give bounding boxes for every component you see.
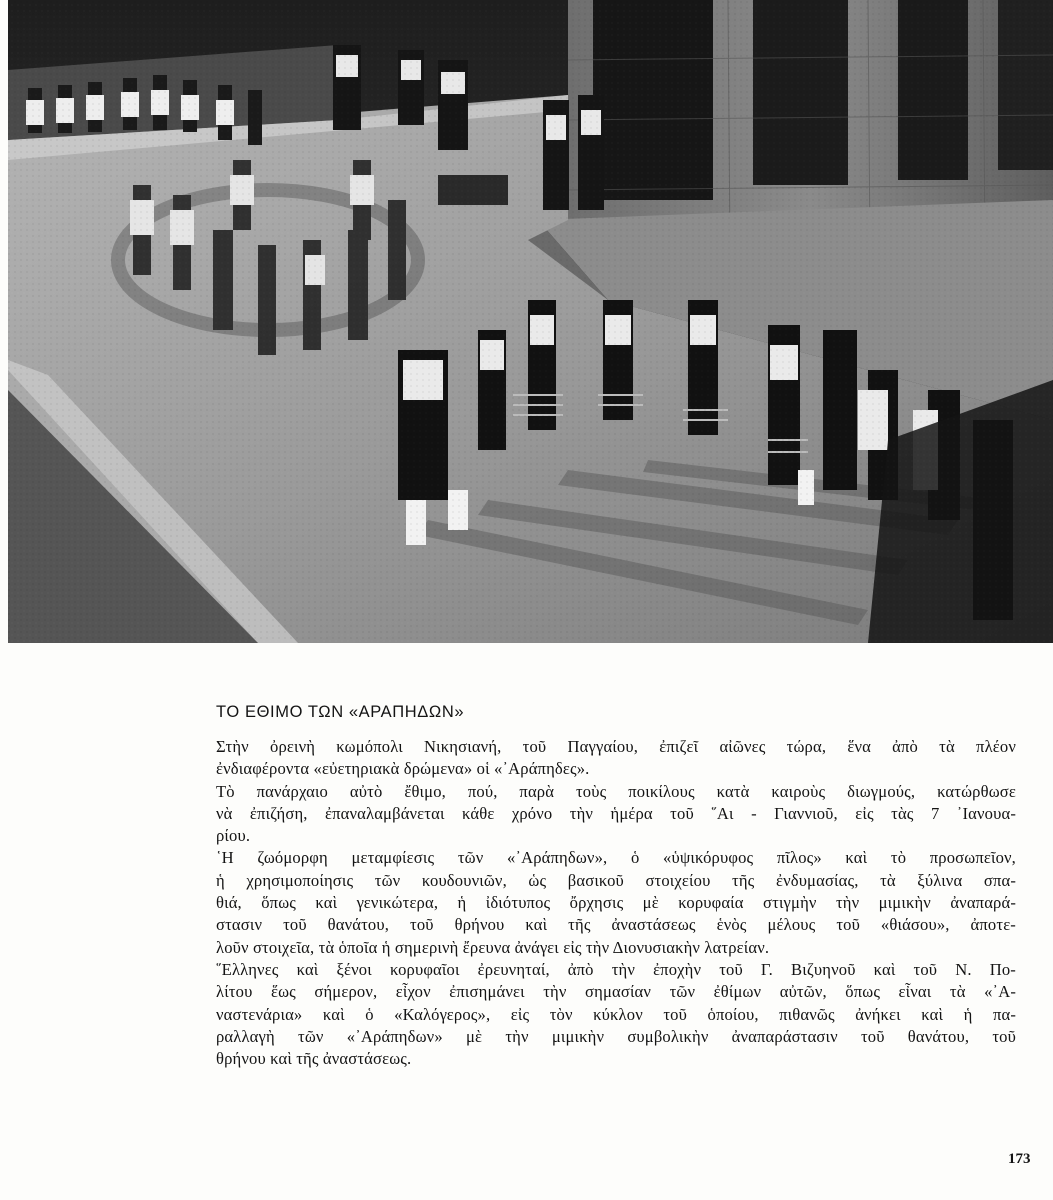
text-line: θρήνου καὶ τῆς ἀναστάσεως. xyxy=(216,1049,412,1069)
article-paragraph-4 xyxy=(216,959,1016,1070)
text-line: ἡ χρησιμοποίησις τῶν κουδουνιῶν, ὡς βασικοῦ στοιχείου τῆς ἐνδυμασίας, τὰ ξύλινα σπα- xyxy=(216,870,1016,890)
text-line: στασιν τοῦ θανάτου, τοῦ θρήνου καὶ τῆς ἀναστάσεως ἑνὸς μέλους τοῦ «θιάσου», ἀποτε- xyxy=(216,915,1016,935)
text-line: ναστενάρια» καὶ ὁ «Καλόγερος», εἰς τὸν κύκλον τοῦ ὁποίου, πιθανῶς ἀνήκει καὶ ἡ πα- xyxy=(216,1004,1016,1024)
article-paragraph-1 xyxy=(216,736,1016,781)
dancers-photograph xyxy=(8,0,1053,643)
text-line: ραλλαγὴ τῶν «᾿Αράπηδων» μὲ τὴν μιμικὴν συμβολικὴν ἀναπαράστασιν τοῦ θανάτου, τοῦ xyxy=(216,1026,1016,1046)
text-line: Τὸ πανάρχαιο αὐτὸ ἔθιμο, πού, παρὰ τοὺς ποικίλους κατὰ καιροὺς διωγμούς, κατώρθωσε xyxy=(216,781,1016,801)
text-line: ἐνδιαφέροντα «εὐετηριακὰ δρώμενα» οἱ «᾿Αράπηδες». xyxy=(216,759,590,779)
article xyxy=(216,703,1016,1070)
text-line: ῾Η ζωόμορφη μεταμφίεσις τῶν «᾿Αράπηδων», ὁ «ὑψικόρυφος πῖλος» καὶ τὸ προσωπεῖον, xyxy=(216,848,1016,868)
text-line: Στὴν ὀρεινὴ κωμόπολι Νικησιανή, τοῦ Παγγαίου, ἐπιζεῖ αἰῶνες τώρα, ἕνα ἀπὸ τὰ πλέον xyxy=(216,737,1016,756)
article-paragraph-3 xyxy=(216,847,1016,958)
article-headline: ΤΟ ΕΘΙΜΟ ΤΩΝ «ΑΡΑΠΗΔΩΝ» xyxy=(216,703,465,721)
article-paragraph-2 xyxy=(216,781,1016,848)
text-line: λοῦν στοιχεῖα, τὰ ὁποῖα ἡ σημερινὴ ἔρευνα ἀνάγει εἰς τὴν Διονυσιακὴν λατρείαν. xyxy=(216,937,770,957)
text-line: θιά, ὅπως καὶ γενικώτερα, ἡ ἰδιότυπος ὄρχησις μὲ κορυφαία στιγμὴν τὴν μιμικὴν ἀναπαρά- xyxy=(216,893,1016,913)
text-line: νὰ ἐπιζήση, ἐπαναλαμβάνεται κάθε χρόνο τὴν ἡμέρα τοῦ ῞Αι - Γιαννιοῦ, εἰς τὰς 7 ᾿Ιανουα- xyxy=(216,803,1016,823)
text-line: ῞Ελληνες καὶ ξένοι κορυφαῖοι ἐρευνηταί, ἀπὸ τὴν ἐποχὴν τοῦ Γ. Βιζυηνοῦ καὶ τοῦ Ν. Πο- xyxy=(216,959,1016,979)
text-line: λίτου ἕως σήμερον, εἶχον ἐπισημάνει τὴν σημασίαν τῶν ἐθίμων αὐτῶν, ὅπως εἶναι τὰ «᾿Α- xyxy=(216,982,1016,1002)
page-number: 173 xyxy=(1008,1151,1031,1167)
text-line: ρίου. xyxy=(216,826,251,846)
